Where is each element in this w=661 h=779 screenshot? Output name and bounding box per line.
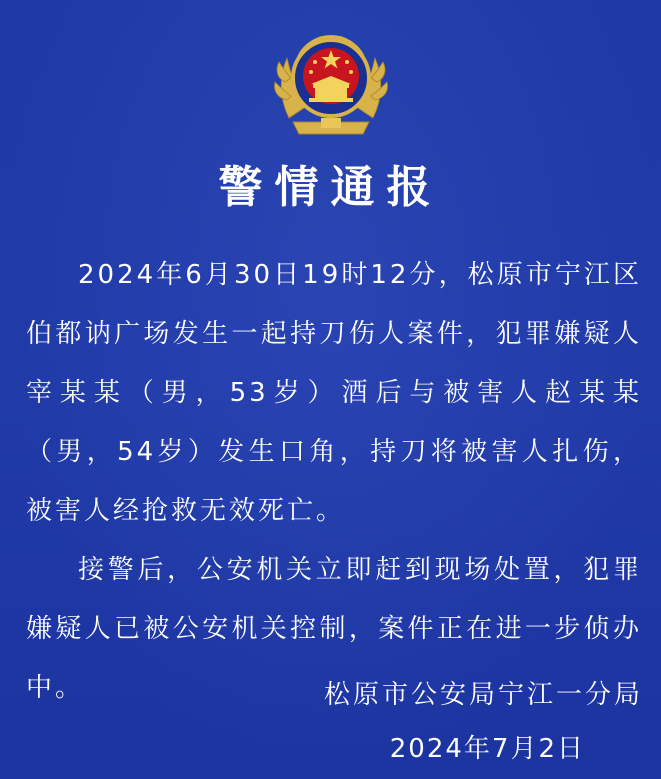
notice-title: 警情通报 (218, 162, 443, 213)
notice-paragraph-1: 2024年6月30日19时12分，松原市宁江区伯都讷广场发生一起持刀伤人案件，犯罪嫌疑人宰某某（男，53岁）酒后与被害人赵某某（男，54岁）发生口角，持刀将被害人扎伤，被害人经抢救无效死亡。 (26, 260, 642, 526)
issuer-name: 松原市公安局宁江一分局 (323, 680, 643, 710)
issue-date: 2024年7月2日 (389, 734, 585, 764)
notice-body (26, 246, 642, 718)
police-emblem-icon (271, 22, 391, 140)
notice-paragraph-2: 接警后，公安机关立即赶到现场处置，犯罪嫌疑人已被公安机关控制，案件正在进一步侦办中。 (26, 555, 642, 703)
